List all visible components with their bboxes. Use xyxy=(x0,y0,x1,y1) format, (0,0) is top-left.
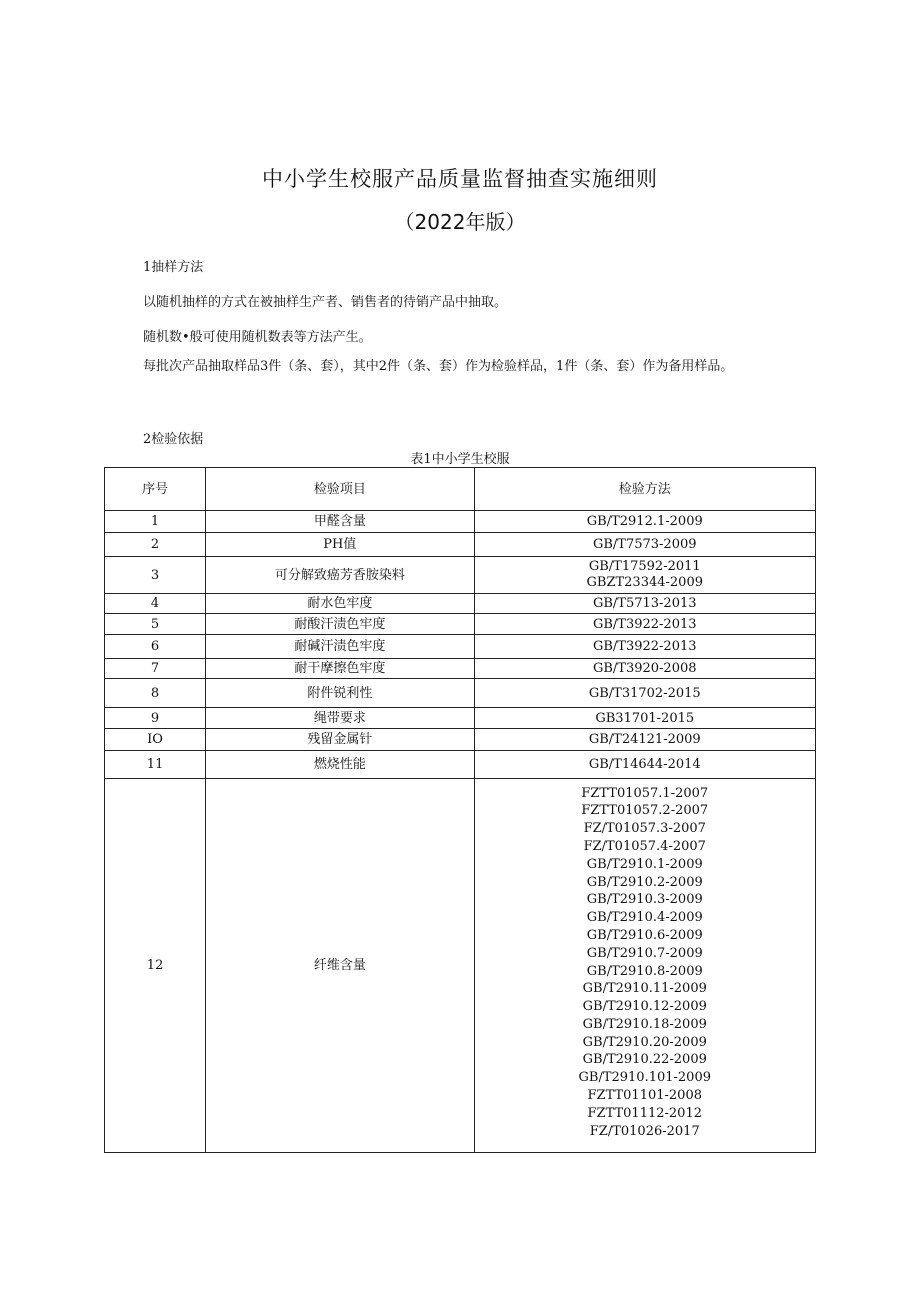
header-inspection-method: 检验方法 xyxy=(474,468,815,511)
row-item: 残留金属针 xyxy=(206,729,474,751)
row-number: 1 xyxy=(105,511,206,533)
section1-heading: 1抽样方法 xyxy=(143,260,204,275)
method-code: FZ/T01057.3-2007 xyxy=(583,821,706,837)
method-code: GB/T2910.1-2009 xyxy=(586,856,703,872)
row-number: 3 xyxy=(105,557,206,594)
row-number: 9 xyxy=(105,708,206,729)
table-row xyxy=(105,659,816,679)
row-method-list xyxy=(474,779,815,1153)
row-item: 耐水色牢度 xyxy=(206,594,474,614)
row-item: PH值 xyxy=(206,533,474,557)
table-row xyxy=(105,729,816,751)
method-code: GB/T2910.3-2009 xyxy=(586,892,703,908)
method-code: GB/T2910.2-2009 xyxy=(586,874,703,890)
table-row xyxy=(105,779,816,1153)
section2-heading: 2检验依据 xyxy=(143,432,204,447)
inspection-table xyxy=(104,467,816,1153)
section1-paragraph-3: 每批次产品抽取样品3件（条、套），其中2件（条、套）作为检验样品，1件（条、套）作为备用样品。 xyxy=(143,359,734,374)
row-number: 4 xyxy=(105,594,206,614)
table-row xyxy=(105,533,816,557)
table-row xyxy=(105,751,816,779)
method-code: GB/T17592-2011 xyxy=(588,559,701,574)
method-code: FZTT01112-2012 xyxy=(587,1105,702,1121)
row-method: GB/T2912.1-2009 xyxy=(474,511,815,533)
method-code: GB/T2910.8-2009 xyxy=(586,963,703,979)
row-method: GB/T3922-2013 xyxy=(474,614,815,635)
method-code: FZTT01057.1-2007 xyxy=(581,785,709,801)
table-row xyxy=(105,679,816,708)
row-number: 12 xyxy=(105,779,206,1153)
row-method: GB/T5713-2013 xyxy=(474,594,815,614)
row-method: GB/T24121-2009 xyxy=(474,729,815,751)
row-number: 11 xyxy=(105,751,206,779)
method-code: GB/T2910.18-2009 xyxy=(582,1016,707,1032)
method-code: GBZT23344-2009 xyxy=(586,575,703,590)
row-number: 8 xyxy=(105,679,206,708)
row-number: 6 xyxy=(105,635,206,659)
method-code: GB/T2910.6-2009 xyxy=(586,927,703,943)
table-row xyxy=(105,708,816,729)
method-code: GB/T2910.7-2009 xyxy=(586,945,703,961)
document-title: 中小学生校服产品质量监督抽查实施细则 xyxy=(262,167,658,191)
row-item: 甲醛含量 xyxy=(206,511,474,533)
row-method: GB31701-2015 xyxy=(474,708,815,729)
row-method: GB/T14644-2014 xyxy=(474,751,815,779)
method-code: GB/T2910.11-2009 xyxy=(582,981,707,997)
method-code: FZTT01057.2-2007 xyxy=(581,803,709,819)
row-number: 2 xyxy=(105,533,206,557)
row-item: 耐碱汗渍色牢度 xyxy=(206,635,474,659)
table-row xyxy=(105,614,816,635)
row-item: 可分解致癌芳香胺染料 xyxy=(206,557,474,594)
table-row xyxy=(105,511,816,533)
row-item: 耐干摩擦色牢度 xyxy=(206,659,474,679)
method-code: GB/T2910.4-2009 xyxy=(586,910,703,926)
row-item: 附件锐利性 xyxy=(206,679,474,708)
table-header-row xyxy=(105,468,816,511)
table-row xyxy=(105,594,816,614)
row-method: GB/T3922-2013 xyxy=(474,635,815,659)
method-code: GB/T2910.20-2009 xyxy=(582,1034,707,1050)
table-caption: 表1中小学生校服 xyxy=(410,452,510,467)
section1-paragraph-1: 以随机抽样的方式在被抽样生产者、销售者的待销产品中抽取。 xyxy=(143,295,508,310)
method-code: FZTT01101-2008 xyxy=(587,1088,702,1104)
row-number: 7 xyxy=(105,659,206,679)
section1-paragraph-2: 随机数•般可使用随机数表等方法产生。 xyxy=(143,330,372,345)
header-inspection-item: 检验项目 xyxy=(206,468,474,511)
method-code: FZ/T01057.4-2007 xyxy=(583,838,706,854)
row-method: GB/T31702-2015 xyxy=(474,679,815,708)
table-row xyxy=(105,557,816,594)
method-code: GB/T2910.22-2009 xyxy=(582,1052,707,1068)
row-item: 绳带要求 xyxy=(206,708,474,729)
row-method xyxy=(474,557,815,594)
table-row xyxy=(105,635,816,659)
method-code: GB/T2910.101-2009 xyxy=(578,1070,711,1086)
row-number: 5 xyxy=(105,614,206,635)
header-serial-number: 序号 xyxy=(105,468,206,511)
method-code: GB/T2910.12-2009 xyxy=(582,999,707,1015)
row-number: IO xyxy=(105,729,206,751)
row-item: 燃烧性能 xyxy=(206,751,474,779)
document-subtitle: （2022年版） xyxy=(394,210,526,234)
row-method: GB/T3920-2008 xyxy=(474,659,815,679)
method-code: FZ/T01026-2017 xyxy=(589,1123,700,1139)
row-item: 纤维含量 xyxy=(206,779,474,1153)
row-method: GB/T7573-2009 xyxy=(474,533,815,557)
row-item: 耐酸汗渍色牢度 xyxy=(206,614,474,635)
